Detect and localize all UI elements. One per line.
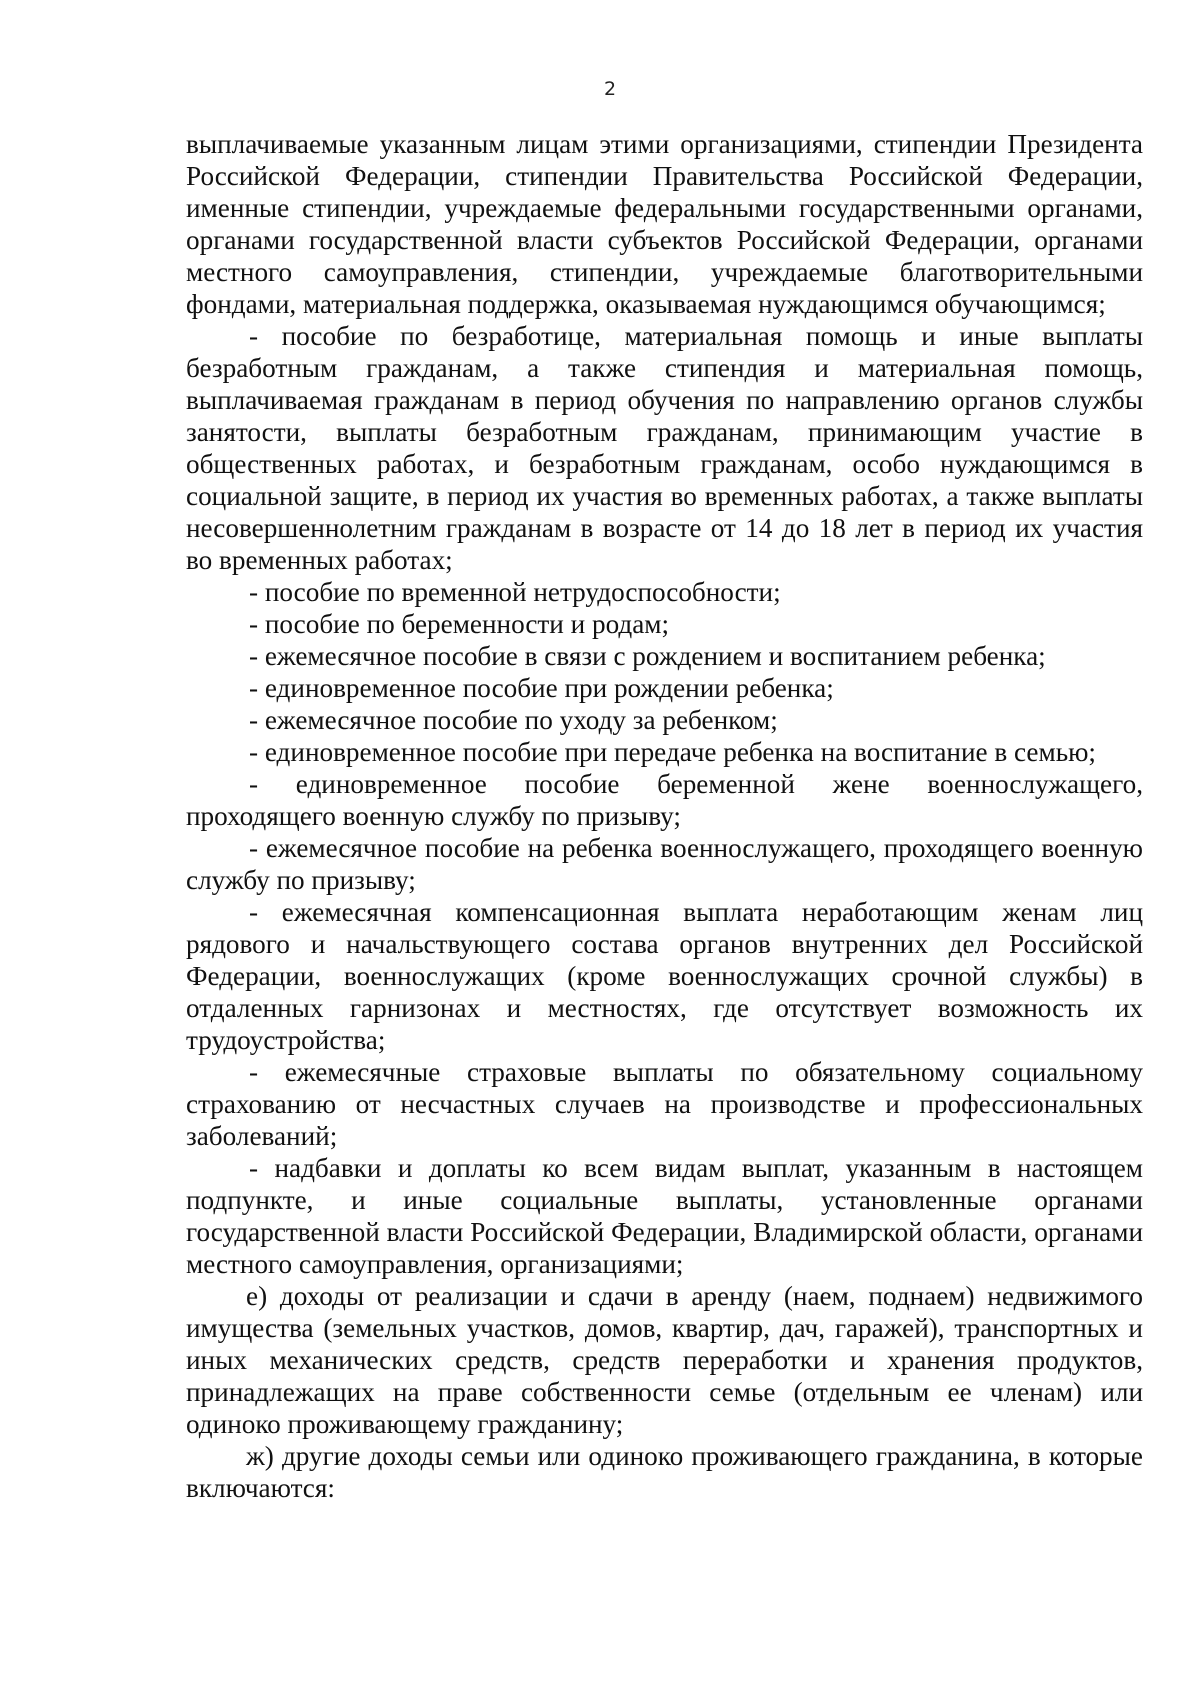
list-item-serviceman-child-benefit: - ежемесячное пособие на ребенка военнослужащего, проходящего военную службу по призыву; [186,833,1143,895]
page-number: 2 [603,78,617,100]
paragraph-property-income: е) доходы от реализации и сдачи в аренду (наем, поднаем) недвижимого имущества (земельных участков, домов, квартир, дач, гаражей), транспортных и иных механических средств, средств переработки и хранения продуктов, принадлежащих на праве собственности семье (отдельным ее членам) или одиноко проживающему гражданину; [186,1281,1143,1439]
list-item-compensation-payment: - ежемесячная компенсационная выплата неработающим женам лиц рядового и начальствующего состава органов внутренних дел Российской Федерации, военнослужащих (кроме военнослужащих срочной службы) в отдаленных гарнизонах и местностях, где отсутствует возможность их трудоустройства; [186,897,1143,1055]
list-item-insurance-payments: - ежемесячные страховые выплаты по обязательному социальному страхованию от несчастных случаев на производстве и профессиональных заболеваний; [186,1057,1143,1151]
paragraph-scholarships: выплачиваемые указанным лицам этими организациями, стипендии Президента Российской Федерации, стипендии Правительства Российской Федерации, именные стипендии, учреждаемые федеральными государственными органами, органами государственной власти субъектов Российской Федерации, органами местного самоуправления, стипендии, учреждаемые благотворительными фондами, материальная поддержка, оказываемая нуждающимся обучающимся; [186,129,1143,319]
list-item-allowances: - надбавки и доплаты ко всем видам выплат, указанным в настоящем подпункте, и иные социальные выплаты, установленные органами государственной власти Российской Федерации, Владимирской области, органами местного самоуправления, организациями; [186,1153,1143,1279]
list-item-serviceman-wife-benefit: - единовременное пособие беременной жене военнослужащего, проходящего военную службу по призыву; [186,769,1143,831]
list-item-adoption-benefit: - единовременное пособие при передаче ребенка на воспитание в семью; [249,737,1096,767]
list-item-monthly-child-birth-benefit: - ежемесячное пособие в связи с рождением и воспитанием ребенка; [249,641,1046,671]
list-item-maternity-benefit: - пособие по беременности и родам; [249,609,670,639]
list-item-unemployment-benefit: - пособие по безработице, материальная помощь и иные выплаты безработным гражданам, а также стипендия и материальная помощь, выплачиваемая гражданам в период обучения по направлению органов службы занятости, выплаты безработным гражданам, принимающим участие в общественных работах, и безработным гражданам, особо нуждающимся в социальной защите, в период их участия во временных работах, а также выплаты несовершеннолетним гражданам в возрасте от 14 до 18 лет в период их участия во временных работах; [186,321,1143,575]
paragraph-other-income: ж) другие доходы семьи или одиноко проживающего гражданина, в которые включаются: [186,1441,1143,1503]
list-item-lump-sum-birth-benefit: - единовременное пособие при рождении ребенка; [249,673,834,703]
document-body [186,128,1143,1504]
list-item-child-care-benefit: - ежемесячное пособие по уходу за ребенком; [249,705,778,735]
list-item-sick-leave-benefit: - пособие по временной нетрудоспособности; [249,577,781,607]
